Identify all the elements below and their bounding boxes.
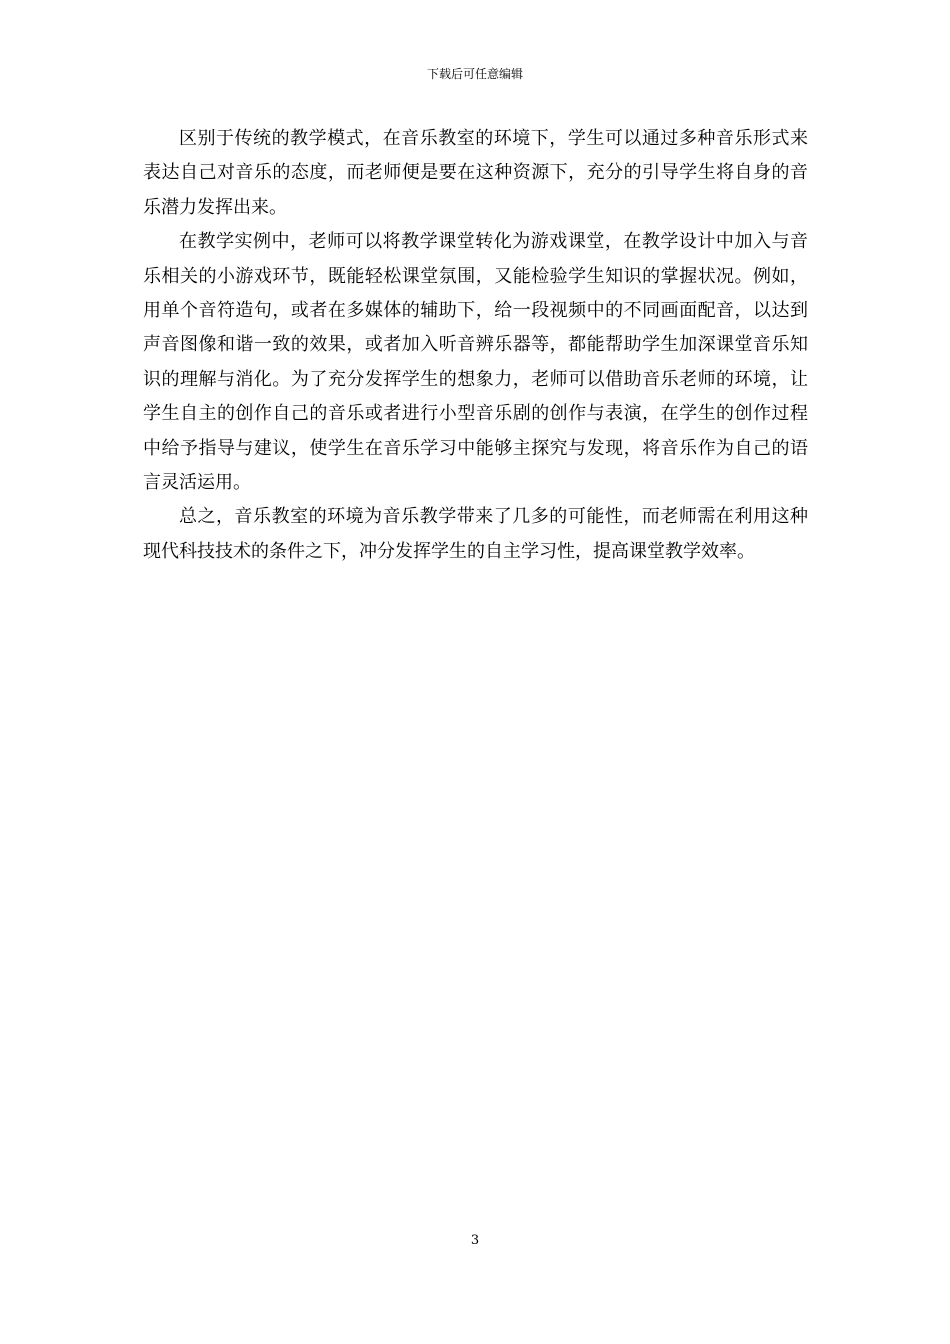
paragraph-2: 在教学实例中，老师可以将教学课堂转化为游戏课堂，在教学设计中加入与音乐相关的小游戏环节，既能轻松课堂氛围，又能检验学生知识的掌握状况。例如，用单个音符造句，或者在多媒体的辅助下，给一段视频中的不同画面配音，以达到声音图像和谐一致的效果，或者加入听音辨乐器等，都能帮助学生加深课堂音乐知识的理解与消化。为了充分发挥学生的想象力，老师可以借助音乐老师的环境，让学生自主的创作自己的音乐或者进行小型音乐剧的创作与表演，在学生的创作过程中给予指导与建议，使学生在音乐学习中能够主探究与发现，将音乐作为自己的语言灵活运用。	[143, 231, 808, 494]
paragraph-3: 总之，音乐教室的环境为音乐教学带来了几多的可能性，而老师需在利用这种现代科技技术的条件之下，冲分发挥学生的自主学习性，提高课堂教学效率。	[143, 506, 808, 562]
page-number: 3	[470, 1233, 480, 1248]
body-text	[143, 122, 808, 569]
header-note: 下载后可任意编辑	[426, 67, 523, 81]
paragraph-1: 区别于传统的教学模式，在音乐教室的环境下，学生可以通过多种音乐形式来表达自己对音乐的态度，而老师便是要在这种资源下，充分的引导学生将自身的音乐潜力发挥出来。	[143, 128, 808, 218]
